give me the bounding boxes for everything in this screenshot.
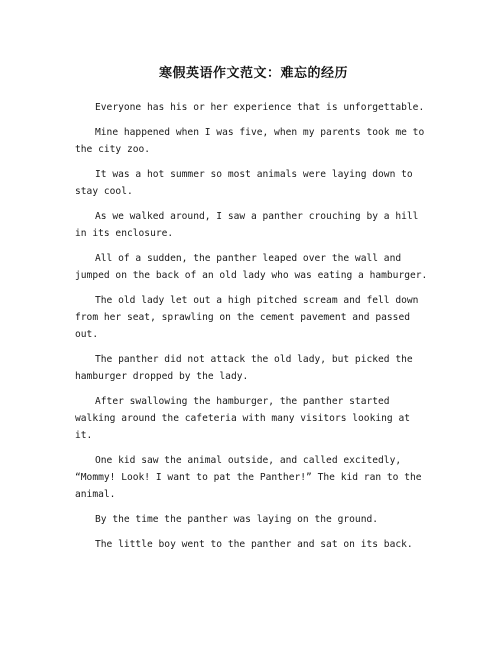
paragraph: Mine happened when I was five, when my parents took me to the city zoo. xyxy=(75,127,425,155)
paragraph: One kid saw the animal outside, and called excitedly, “Mommy! Look! I want to pat the Panther!” The kid ran to the animal. xyxy=(75,455,422,500)
paragraph: The panther did not attack the old lady, but picked the hamburger dropped by the lady. xyxy=(75,354,413,382)
paragraph: All of a sudden, the panther leaped over the wall and jumped on the back of an old lady who was eating a hamburger. xyxy=(75,253,428,281)
paragraph: The little boy went to the panther and sat on its back. xyxy=(95,539,413,550)
document-body xyxy=(75,99,432,553)
paragraph: The old lady let out a high pitched scream and fell down from her seat, sprawling on the cement pavement and passed out. xyxy=(75,295,419,340)
paragraph: It was a hot summer so most animals were laying down to stay cool. xyxy=(75,169,413,197)
paragraph: By the time the panther was laying on the ground. xyxy=(95,514,379,525)
document-title: 寒假英语作文范文：难忘的经历 xyxy=(158,66,348,81)
paragraph: As we walked around, I saw a panther crouching by a hill in its enclosure. xyxy=(75,211,419,239)
paragraph: Everyone has his or her experience that is unforgettable. xyxy=(95,102,425,113)
paragraph: After swallowing the hamburger, the panther started walking around the cafeteria with many visitors looking at it. xyxy=(75,396,411,441)
